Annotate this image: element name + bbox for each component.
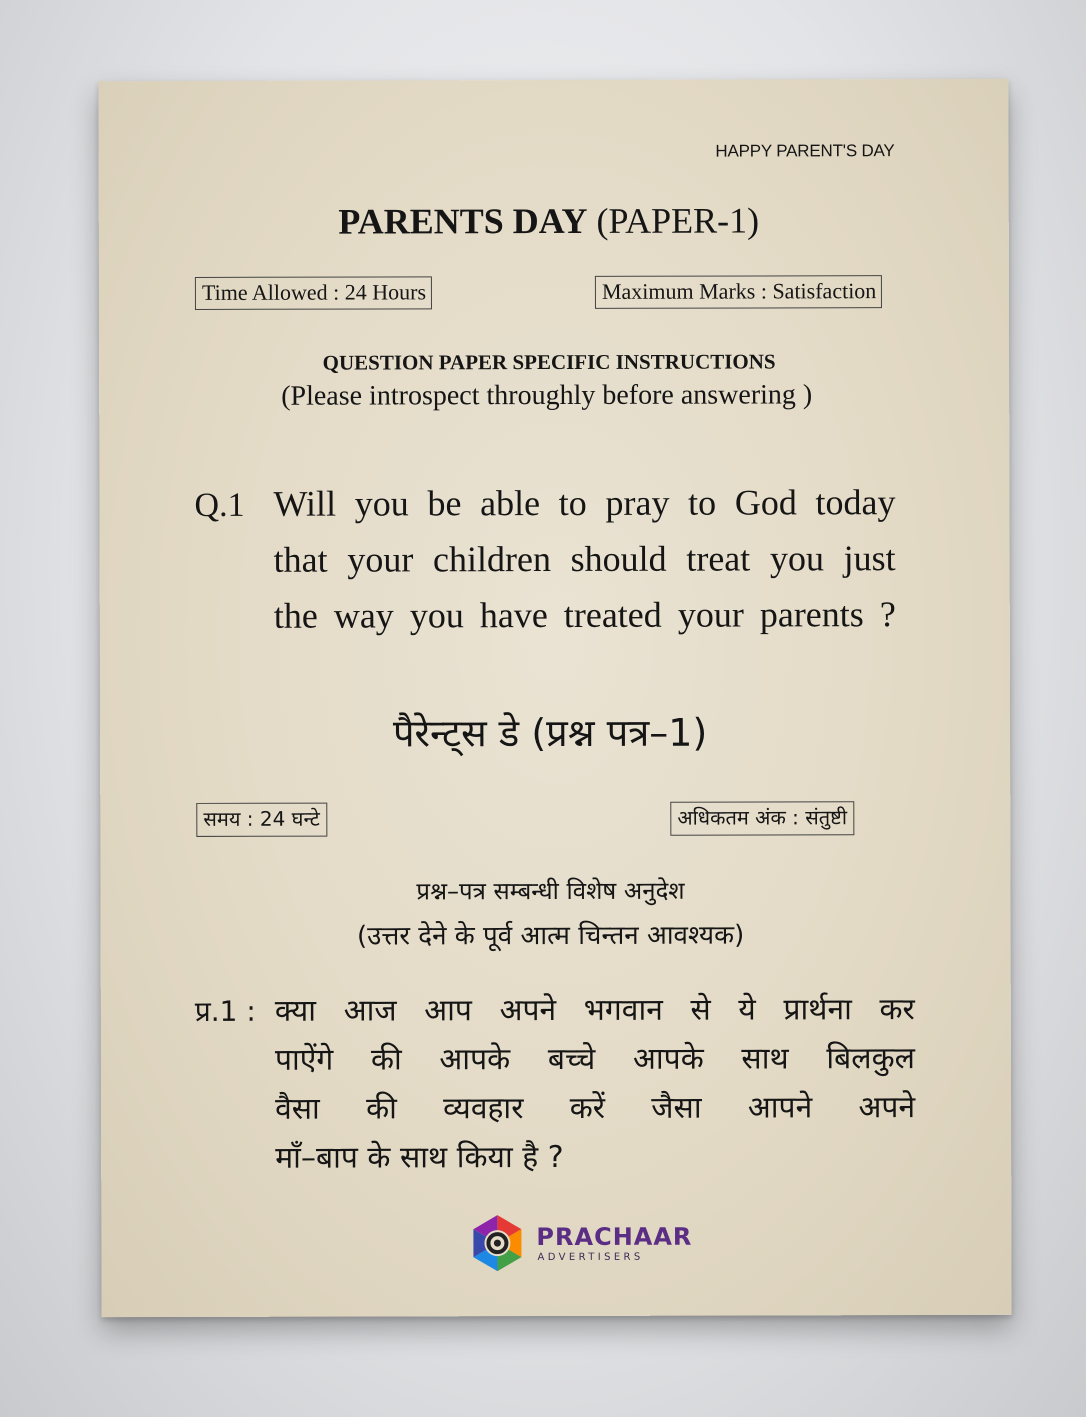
- question-line: that your children should treat you just: [273, 538, 896, 580]
- hindi-paper-title: पैरेन्ट्स डे (प्रश्न पत्र–1): [392, 710, 708, 756]
- question-label: Q.1: [194, 486, 245, 524]
- hindi-question-label: प्र.1 :: [194, 994, 256, 1028]
- question-line: Will you be able to pray to God today: [273, 482, 896, 524]
- hindi-question-text: [275, 985, 916, 1183]
- hindi-question-line: पाऐंगे की आपके बच्चे आपके साथ बिलकुल: [274, 1041, 915, 1078]
- instructions-heading: QUESTION PAPER SPECIFIC INSTRUCTIONS: [322, 349, 776, 375]
- brand-name: PRACHAAR: [536, 1222, 693, 1252]
- question-line: the way you have treated your parents ?: [273, 594, 896, 636]
- time-allowed-box: Time Allowed : 24 Hours: [195, 276, 432, 310]
- paper-title: [99, 199, 999, 243]
- question-paper-sheet: [98, 79, 1011, 1317]
- paper-title-bold: PARENTS DAY: [338, 200, 588, 242]
- paper-title-rest: (PAPER-1): [596, 200, 760, 241]
- hindi-time-box: समय : 24 घन्टे: [196, 803, 327, 837]
- hindi-instructions-heading: प्रश्न–पत्र सम्बन्धी विशेष अनुदेश: [416, 876, 685, 906]
- hindi-question-line: माँ–बाप के साथ किया है ?: [275, 1139, 564, 1176]
- brand-tagline: ADVERTISERS: [537, 1251, 644, 1264]
- prachaar-swirl-logo-icon: [466, 1212, 528, 1274]
- hindi-question-line: क्या आज आप अपने भगवान से ये प्रार्थना कर: [274, 992, 915, 1029]
- header-tag: HAPPY PARENT'S DAY: [715, 141, 895, 161]
- instructions-subheading: (Please introspect throughly before answering ): [281, 379, 813, 412]
- prachaar-logo: [466, 1212, 706, 1283]
- question-text: [273, 474, 895, 644]
- maximum-marks-box: Maximum Marks : Satisfaction: [595, 275, 882, 309]
- hindi-instructions-subheading: (उत्तर देने के पूर्व आत्म चिन्तन आवश्यक): [356, 920, 745, 952]
- hindi-maximum-marks-box: अधिकतम अंक : संतुष्टी: [670, 801, 854, 835]
- hindi-question-line: वैसा की व्यवहार करें जैसा आपने अपने: [275, 1090, 916, 1127]
